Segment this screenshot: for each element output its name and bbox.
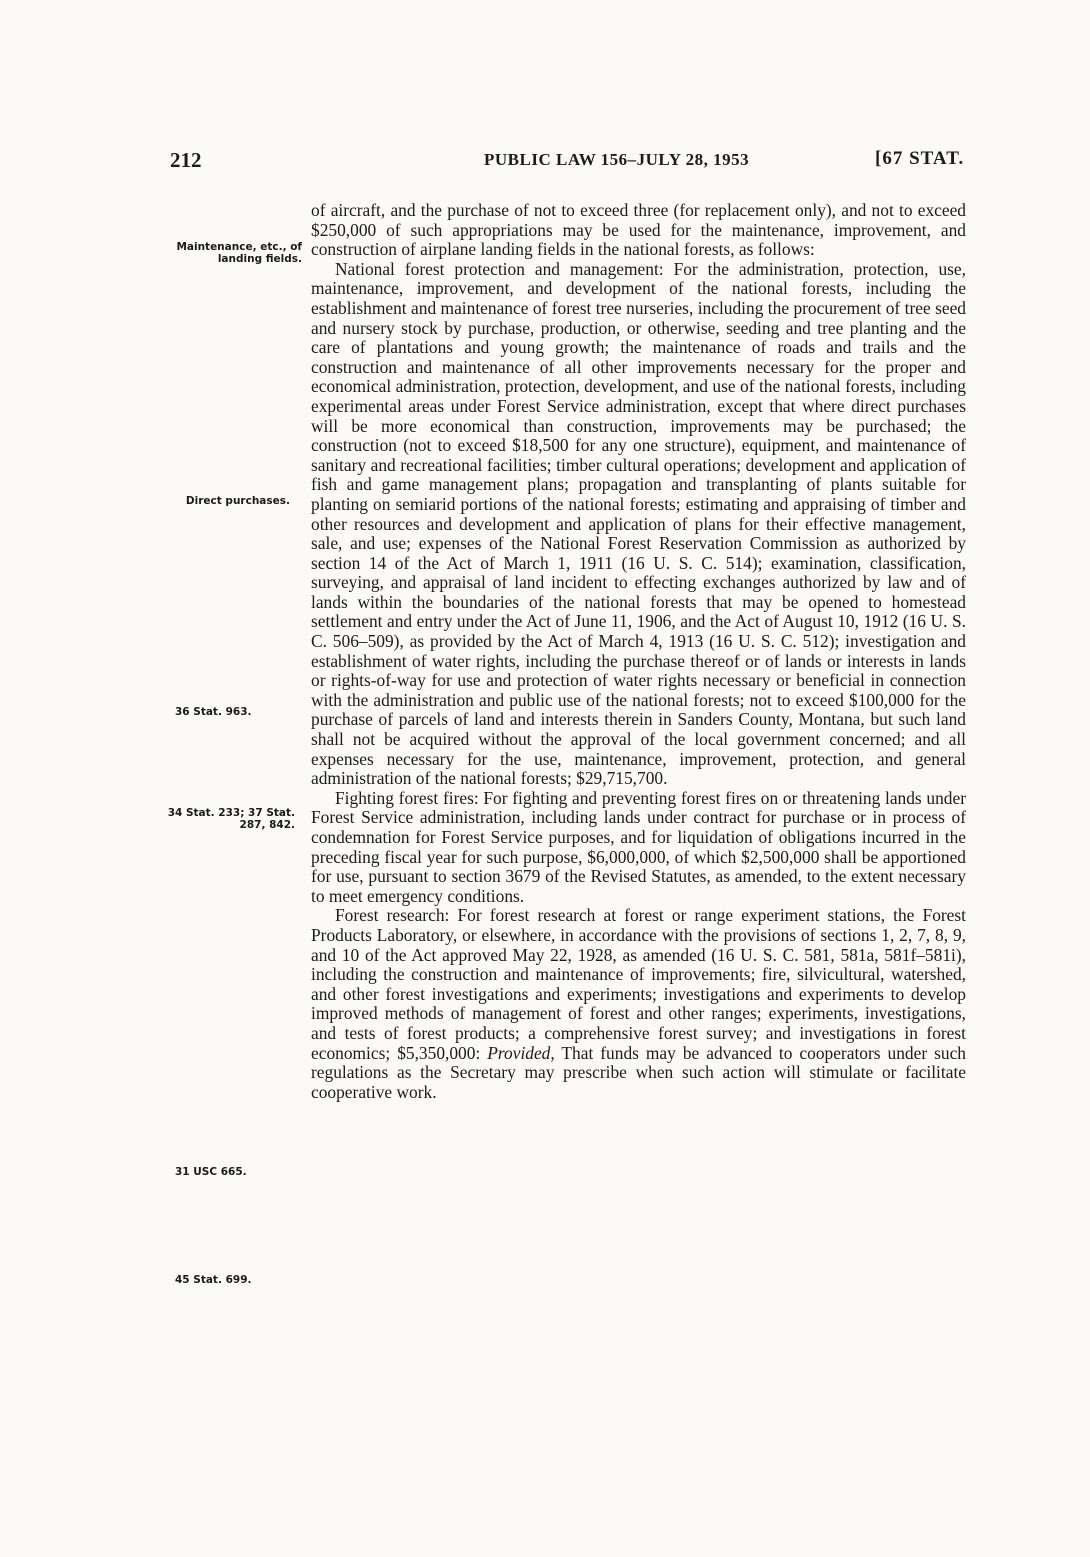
- running-title: PUBLIC LAW 156–JULY 28, 1953: [484, 150, 750, 169]
- paragraph-forest-protection: National forest protection and management: For the administration, protection, use, maintenance, improvement, and development of the national forests, including the establishment and maintenance of forest tree nurseries, including the procurement of tree seed and nursery stock by purchase, production, or otherwise, seeding and tree planting and the care of plantations and young growth; the maintenance of roads and trails and the construction and maintenance of all other improvements necessary for the proper and economical administration, protection, development, and use of the national forests, including experimental areas under Forest Service administration, except that where direct purchases will be more economical than construction, improvements may be purchased; the construction (not to exceed $18,500 for any one structure), equipment, and maintenance of sanitary and recreational facilities; timber cultural operations; development and application of fish and game management plans; propagation and transplanting of plants suitable for planting on semiarid portions of the national forests; estimating and appraising of timber and other resources and development and application of plans for their effective management, sale, and use; expenses of the National Forest Reservation Commission as authorized by section 14 of the Act of March 1, 1911 (16 U. S. C. 514); examination, classification, surveying, and appraisal of land incident to effecting exchanges authorized by law and of lands within the boundaries of the national forests that may be opened to homestead settlement and entry under the Act of June 11, 1906, and the Act of August 10, 1912 (16 U. S. C. 506–509), as provided by the Act of March 4, 1913 (16 U. S. C. 512); investigation and establishment of water rights, including the purchase thereof or of lands or interests in lands or rights-of-way for use and protection of water rights necessary or beneficial in connection with the administration and public use of the national forests; not to exceed $100,000 for the purchase of parcels of land and interests therein in Sanders County, Montana, but such land shall not be acquired without the approval of the local government concerned; and all expenses necessary for the use, maintenance, improvement, protection, and general administration of the national forests; $29,715,700.: [311, 258, 966, 789]
- margin-note-31-usc: 31 USC 665.: [175, 1166, 247, 1178]
- paragraph-forest-research: [311, 906, 966, 1102]
- margin-note-36-stat: 36 Stat. 963.: [175, 706, 252, 718]
- body-text: [311, 201, 966, 1102]
- margin-note-34-stat: 34 Stat. 233; 37 Stat. 287, 842.: [167, 807, 295, 831]
- paragraph-aircraft: of aircraft, and the purchase of not to exceed three (for replacement only), and not to exceed $250,000 of such appropriations may be used for the maintenance, improvement, and construction of airplane landing fields in the national forests, as follows:: [311, 200, 966, 260]
- paragraph-fighting-fires: Fighting forest fires: For fighting and preventing forest fires on or threatening lands under Forest Service administration, including lands under contract for purchase or in process of condemnation for Forest Service purposes, and for liquidation of obligations incurred in the preceding fiscal year for such purpose, $6,000,000, of which $2,500,000 shall be apportioned for use, pursuant to section 3679 of the Revised Statutes, as amended, to the extent necessary to meet emergency conditions.: [311, 787, 966, 906]
- research-proviso: That funds may be advanced to cooperators under such regulations as the Secretary may prescribe when such action will stimulate or facilitate cooperative work.: [311, 1042, 966, 1102]
- page-number: 212: [170, 148, 202, 172]
- margin-note-landing-fields: Maintenance, etc., of landing fields.: [176, 241, 302, 265]
- margin-note-45-stat: 45 Stat. 699.: [175, 1274, 252, 1286]
- provided-term: Provided,: [487, 1042, 555, 1063]
- margin-note-direct-purchases: Direct purchases.: [185, 495, 290, 507]
- volume-reference: [67 STAT.: [875, 148, 965, 169]
- research-text: Forest research: For forest research at forest or range experiment stations, the Forest Products Laboratory, or elsewhere, in accordance with the provisions of sections 1, 2, 7, 8, 9, and 10 of the Act approved May 22, 1928, as amended (16 U. S. C. 581, 581a, 581f–581i), including the construction and maintenance of improvements; fire, silvicultural, watershed, and other forest investigations and experiments; investigations and experiments to develop improved methods of management of forest and other ranges; experiments, investigations, and tests of forest products; a comprehensive forest survey; and investigations in forest economics; $5,350,000:: [311, 905, 966, 1063]
- page-header: [0, 148, 1090, 178]
